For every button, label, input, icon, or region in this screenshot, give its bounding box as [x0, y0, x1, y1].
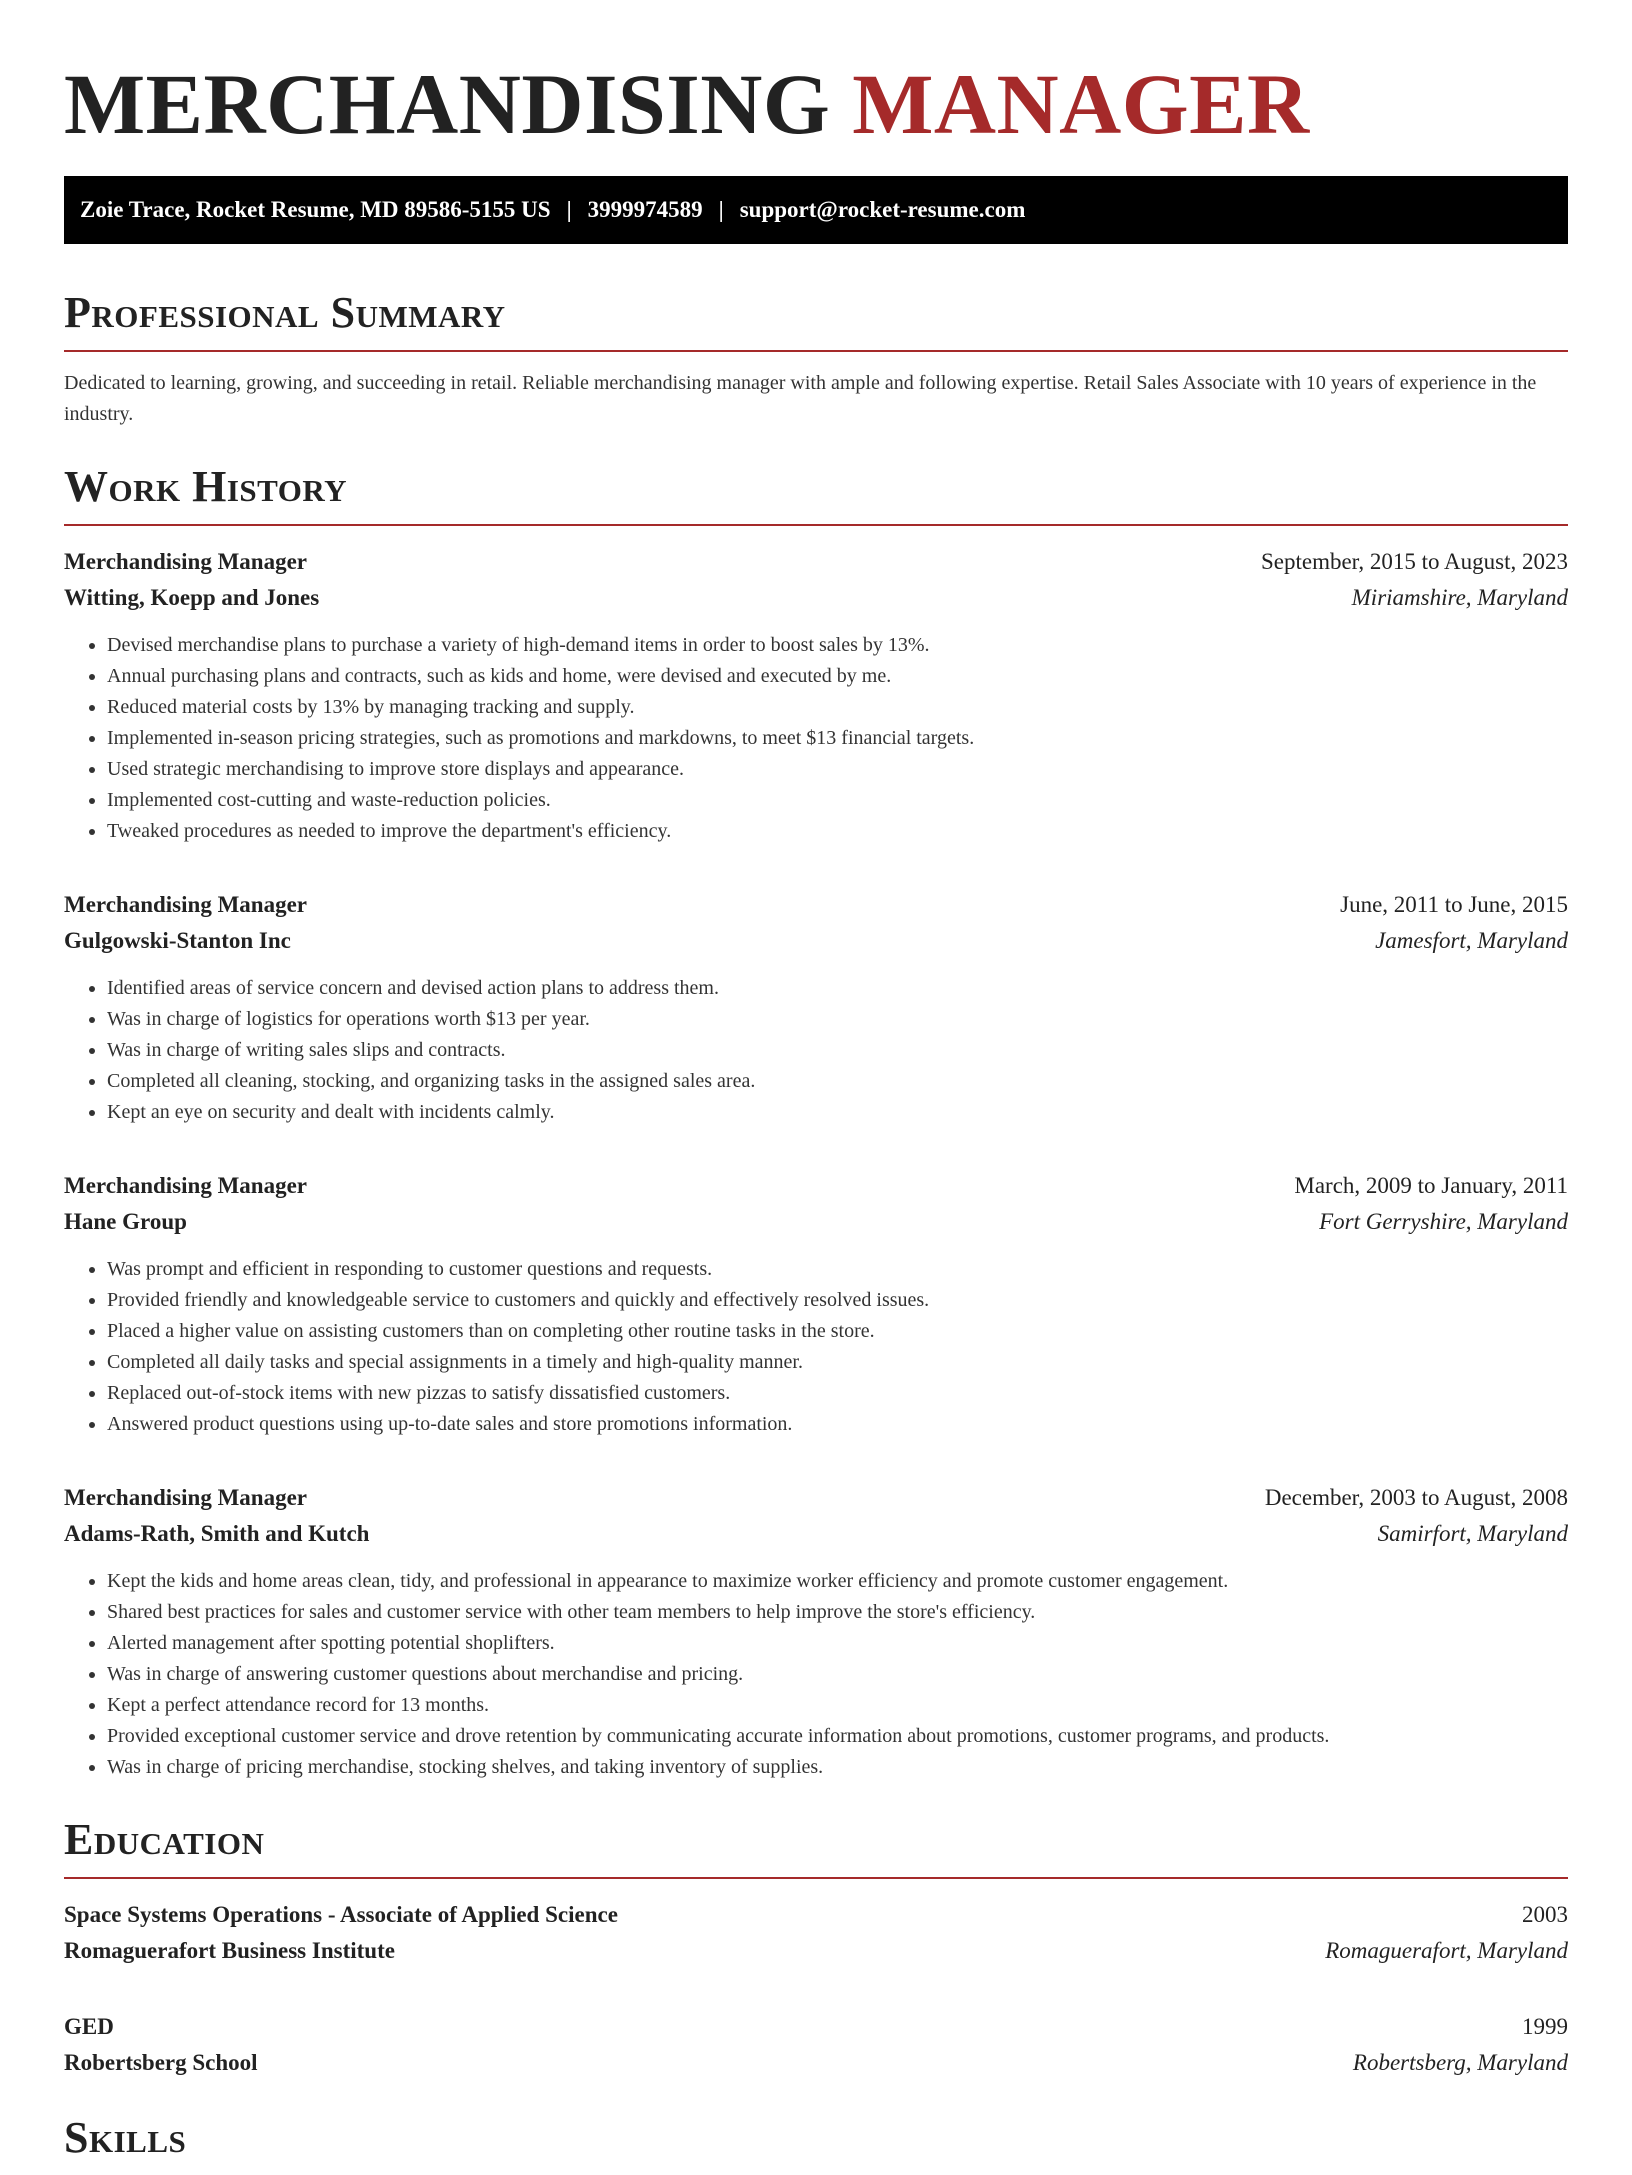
job-header-row [64, 544, 1568, 580]
title-main: MERCHANDISING [64, 56, 831, 152]
job-bullet: • Was in charge of logistics for operations worth $13 per year. [107, 1004, 1568, 1035]
resume-title [64, 56, 1568, 152]
job-company-row [64, 1516, 1568, 1552]
job-bullet: • Kept an eye on security and dealt with incidents calmly. [107, 1097, 1568, 1128]
job-bullet: • Completed all cleaning, stocking, and organizing tasks in the assigned sales area. [107, 1066, 1568, 1097]
job-bullet: • Shared best practices for sales and customer service with other team members to help improve the store's efficiency. [107, 1597, 1568, 1628]
job-bullet: • Answered product questions using up-to-date sales and store promotions information. [107, 1409, 1568, 1440]
job-bullets [64, 973, 1568, 1128]
job-entry [64, 1480, 1568, 1783]
job-bullet: • Was in charge of writing sales slips and contracts. [107, 1035, 1568, 1066]
job-title: Merchandising Manager [64, 892, 307, 917]
title-accent: MANAGER [852, 56, 1310, 152]
job-entry [64, 544, 1568, 847]
job-company: Gulgowski-Stanton Inc [64, 928, 291, 953]
education-entry [64, 2009, 1568, 2081]
job-header-row [64, 1168, 1568, 1204]
job-title: Merchandising Manager [64, 1173, 307, 1198]
job-bullet: • Replaced out-of-stock items with new pizzas to satisfy dissatisfied customers. [107, 1378, 1568, 1409]
job-location: Samirfort, Maryland [1377, 1521, 1568, 1546]
education-degree: Space Systems Operations - Associate of Applied Science [64, 1902, 618, 1927]
skills-heading: Skills [64, 2113, 187, 2162]
job-bullet: • Was in charge of answering customer questions about merchandise and pricing. [107, 1659, 1568, 1690]
education-school-row [64, 1933, 1568, 1969]
job-company: Hane Group [64, 1209, 187, 1234]
job-bullet: • Implemented cost-cutting and waste-reduction policies. [107, 785, 1568, 816]
job-dates: March, 2009 to January, 2011 [1294, 1173, 1568, 1198]
job-bullet: • Was in charge of pricing merchandise, stocking shelves, and taking inventory of supplies. [107, 1752, 1568, 1783]
job-location: Miriamshire, Maryland [1351, 585, 1568, 610]
job-bullet: • Provided exceptional customer service and drove retention by communicating accurate information about promotions, customer programs, and products. [107, 1721, 1568, 1752]
education-school-row [64, 2045, 1568, 2081]
job-entry [64, 1168, 1568, 1440]
job-bullet: • Reduced material costs by 13% by managing tracking and supply. [107, 692, 1568, 723]
job-header-row [64, 887, 1568, 923]
job-bullet: • Kept the kids and home areas clean, tidy, and professional in appearance to maximize worker efficiency and promote customer engagement. [107, 1566, 1568, 1597]
work-history-list [64, 544, 1568, 1783]
job-title: Merchandising Manager [64, 1485, 307, 1510]
education-entry [64, 1897, 1568, 1969]
contact-bar [64, 176, 1568, 244]
job-bullet: • Was prompt and efficient in responding to customer questions and requests. [107, 1254, 1568, 1285]
job-bullet: • Implemented in-season pricing strategies, such as promotions and markdowns, to meet $13 financial targets. [107, 723, 1568, 754]
education-degree: GED [64, 2014, 114, 2039]
job-bullet: • Alerted management after spotting potential shoplifters. [107, 1628, 1568, 1659]
job-bullet: • Completed all daily tasks and special assignments in a timely and high-quality manner. [107, 1347, 1568, 1378]
job-company-row [64, 580, 1568, 616]
job-bullet: • Provided friendly and knowledgeable service to customers and quickly and effectively resolved issues. [107, 1285, 1568, 1316]
job-header-row [64, 1480, 1568, 1516]
education-year: 1999 [1522, 2014, 1568, 2039]
job-bullet: • Identified areas of service concern and devised action plans to address them. [107, 973, 1568, 1004]
job-company-row [64, 1204, 1568, 1240]
education-school: Romaguerafort Business Institute [64, 1938, 395, 1963]
education-degree-row [64, 1897, 1568, 1933]
job-company: Adams-Rath, Smith and Kutch [64, 1521, 370, 1546]
job-bullet: • Used strategic merchandising to improve store displays and appearance. [107, 754, 1568, 785]
education-location: Robertsberg, Maryland [1352, 2050, 1568, 2075]
contact-phone: 3999974589 [587, 197, 703, 222]
job-dates: June, 2011 to June, 2015 [1340, 892, 1568, 917]
job-bullet: • Tweaked procedures as needed to improve the department's efficiency. [107, 816, 1568, 847]
contact-separator: | [718, 197, 724, 222]
job-company: Witting, Koepp and Jones [64, 585, 320, 610]
education-heading: Education [64, 1813, 1568, 1879]
job-title: Merchandising Manager [64, 549, 307, 574]
job-bullets [64, 1566, 1568, 1783]
job-location: Fort Gerryshire, Maryland [1319, 1209, 1568, 1234]
contact-address: Zoie Trace, Rocket Resume, MD 89586-5155 US [80, 197, 551, 222]
job-bullet: • Annual purchasing plans and contracts, such as kids and home, were devised and executed by me. [107, 661, 1568, 692]
education-year: 2003 [1522, 1902, 1568, 1927]
job-entry [64, 887, 1568, 1128]
summary-heading: Professional Summary [64, 286, 1568, 352]
job-bullets [64, 630, 1568, 847]
job-company-row [64, 923, 1568, 959]
job-dates: September, 2015 to August, 2023 [1260, 549, 1568, 574]
contact-email: support@rocket-resume.com [739, 197, 1026, 222]
education-school: Robertsberg School [64, 2050, 258, 2075]
job-bullets [64, 1254, 1568, 1440]
contact-separator: | [566, 197, 572, 222]
job-bullet: • Devised merchandise plans to purchase a variety of high-demand items in order to boost sales by 13%. [107, 630, 1568, 661]
job-bullet: • Kept a perfect attendance record for 13 months. [107, 1690, 1568, 1721]
job-dates: December, 2003 to August, 2008 [1264, 1485, 1568, 1510]
education-degree-row [64, 2009, 1568, 2045]
job-location: Jamesfort, Maryland [1375, 928, 1568, 953]
work-history-heading: Work History [64, 460, 1568, 526]
education-location: Romaguerafort, Maryland [1325, 1938, 1568, 1963]
summary-text: Dedicated to learning, growing, and succeeding in retail. Reliable merchandising manager with ample and following expertise. Retail Sales Associate with 10 years of experience in the industry. [64, 372, 1537, 425]
job-bullet: • Placed a higher value on assisting customers than on completing other routine tasks in the store. [107, 1316, 1568, 1347]
